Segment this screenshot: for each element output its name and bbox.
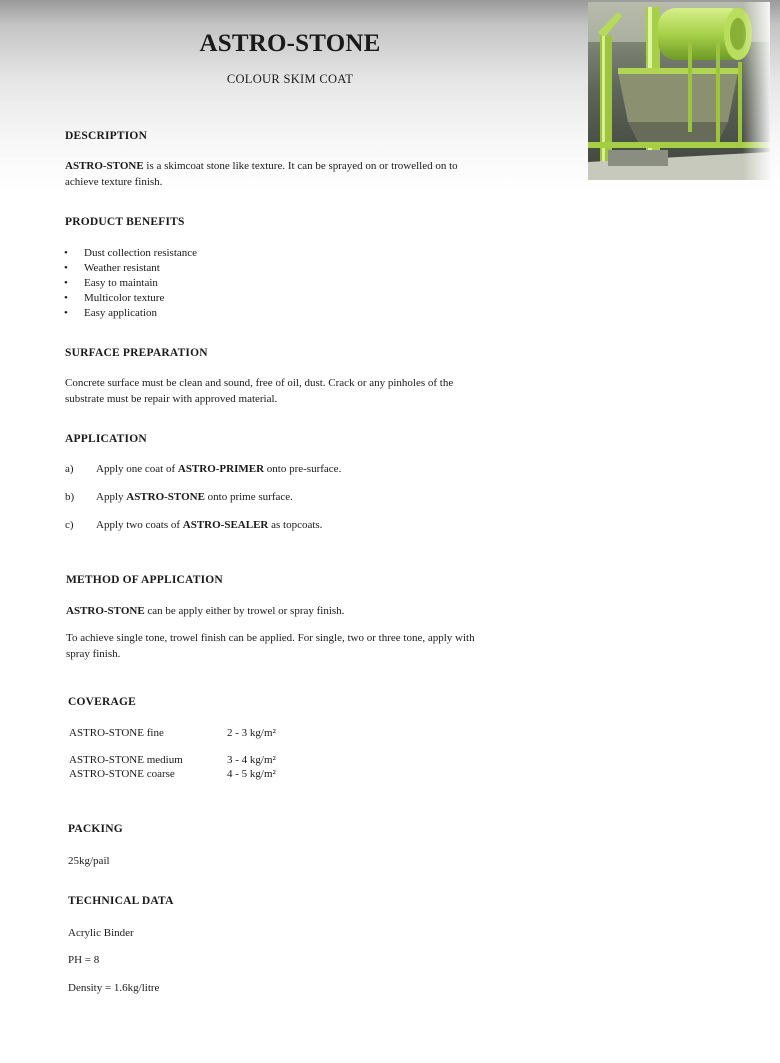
- description-line1: is a skimcoat stone like texture. It can be sprayed on or trowelled on to: [143, 160, 458, 172]
- list-item: • Easy to maintain: [64, 277, 158, 289]
- list-item: • Multicolor texture: [64, 292, 165, 304]
- coverage-row-name: ASTRO-STONE coarse: [69, 768, 175, 780]
- list-item: • Easy application: [64, 307, 158, 319]
- technical-heading: TECHNICAL DATA: [68, 895, 174, 907]
- bullet-icon: •: [64, 247, 68, 259]
- list-item: • Weather resistant: [64, 262, 160, 274]
- benefits-list: [64, 246, 197, 321]
- packing-value: 25kg/pail: [68, 855, 110, 867]
- application-step: a) Apply one coat of ASTRO-PRIMER onto pre-surface.: [65, 463, 342, 475]
- method-text-1: ASTRO-STONE can be apply either by trowel or spray finish.: [66, 605, 345, 617]
- surface-text: [65, 375, 453, 407]
- method-brand: ASTRO-STONE: [66, 605, 145, 617]
- method-text-2: To achieve single tone, trowel finish can be applied. For single, two or three tone, apply with spray finish.: [66, 632, 475, 660]
- application-step: b) Apply ASTRO-STONE onto prime surface.: [65, 491, 293, 503]
- surface-line1: Concrete surface must be clean and sound, free of oil, dust. Crack or any pinholes of the: [65, 377, 454, 389]
- method-heading: METHOD OF APPLICATION: [66, 574, 223, 586]
- technical-item: Acrylic Binder: [68, 927, 134, 939]
- document-title: ASTRO-STONE: [199, 30, 381, 57]
- benefits-heading: PRODUCT BENEFITS: [65, 216, 185, 228]
- coverage-row-value: 2 - 3 kg/m²: [227, 727, 276, 739]
- description-line2: achieve texture finish.: [65, 176, 163, 188]
- bullet-icon: •: [64, 292, 68, 304]
- coverage-row-name: ASTRO-STONE medium: [69, 754, 183, 766]
- bullet-icon: •: [64, 262, 68, 274]
- application-step: c) Apply two coats of ASTRO-SEALER as topcoats.: [65, 519, 323, 531]
- technical-item: PH = 8: [68, 954, 100, 966]
- coverage-row-value: 3 - 4 kg/m²: [227, 754, 276, 766]
- coverage-row-value: 4 - 5 kg/m²: [227, 768, 276, 780]
- surface-heading: SURFACE PREPARATION: [65, 347, 208, 359]
- list-item: • Dust collection resistance: [64, 247, 198, 259]
- technical-item: Density = 1.6kg/litre: [68, 982, 160, 994]
- packing-heading: PACKING: [68, 823, 123, 835]
- coverage-heading: COVERAGE: [68, 696, 137, 708]
- coverage-row-name: ASTRO-STONE fine: [69, 727, 164, 739]
- description-heading: DESCRIPTION: [65, 130, 148, 142]
- description-text: [65, 158, 458, 190]
- bullet-icon: •: [64, 307, 68, 319]
- description-brand: ASTRO-STONE: [65, 160, 144, 172]
- document-subtitle: COLOUR SKIM COAT: [226, 72, 354, 86]
- surface-line2: substrate must be repair with approved material.: [65, 393, 278, 405]
- application-heading: APPLICATION: [65, 433, 147, 445]
- product-plant-photo: [588, 2, 770, 180]
- bullet-icon: •: [64, 277, 68, 289]
